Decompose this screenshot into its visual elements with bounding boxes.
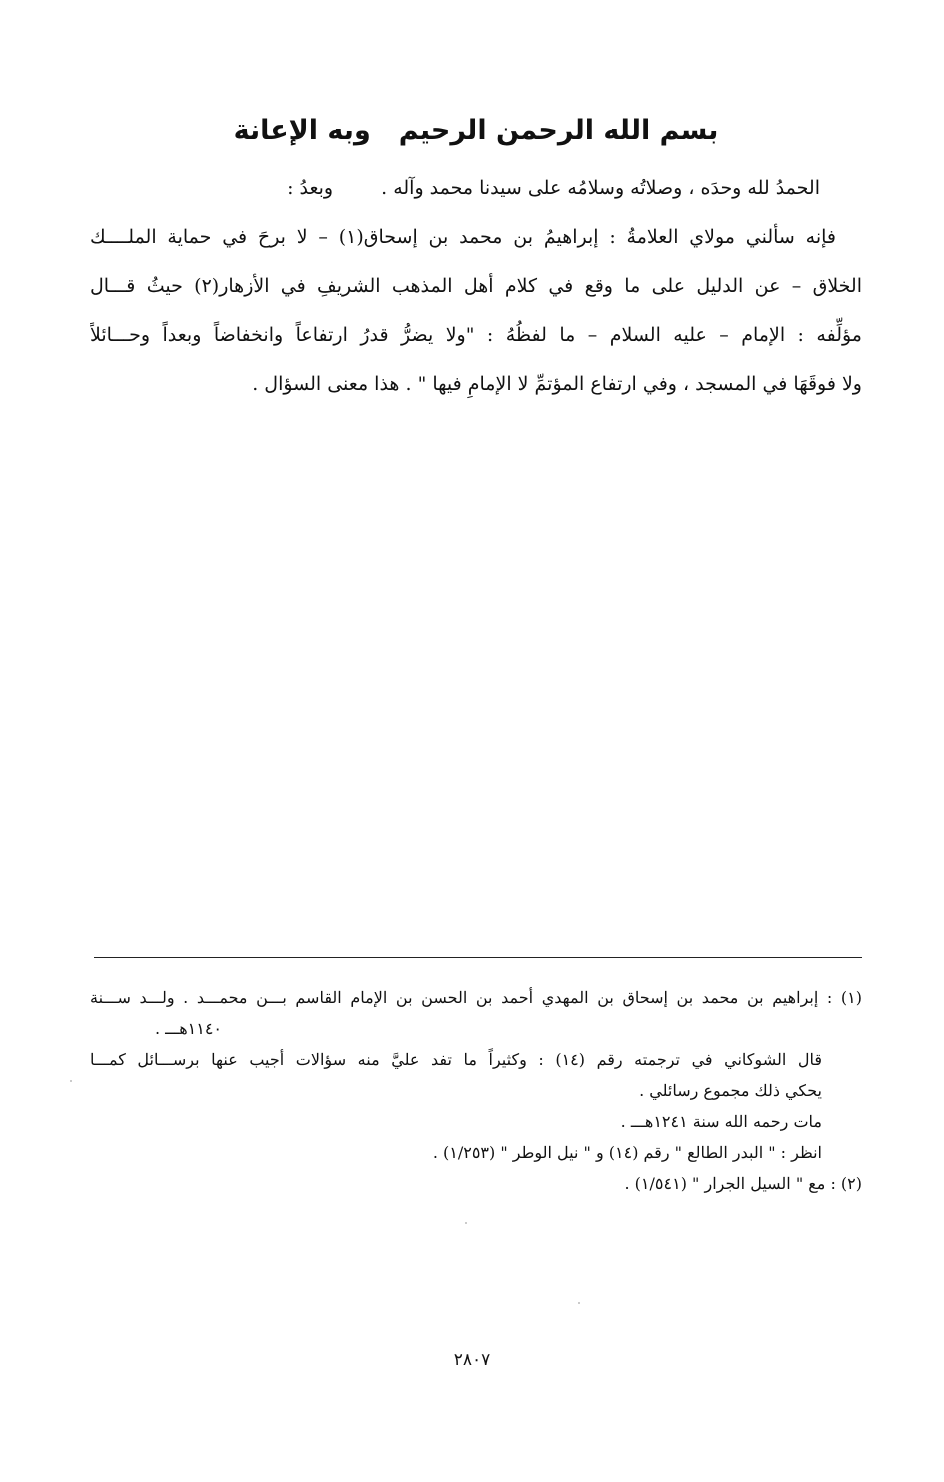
- basmala-heading: [90, 108, 862, 154]
- footnote-1-line-5: مات رحمه الله سنة ١٢٤١هـــ .: [620, 1112, 822, 1131]
- footnote-1-line-4: يحكي ذلك مجموع رسائلي .: [639, 1081, 822, 1100]
- basmala-text: بسم الله الرحمن الرحيم: [398, 115, 719, 146]
- footnote-1-line-3: قال الشوكاني في ترجمته رقم (١٤) : وكثيراً ما تفد عليَّ منه سؤالات أجيب عنها برســـائل كمـــا: [90, 1050, 823, 1069]
- footnotes: [90, 982, 862, 1199]
- footnote-2-line-1: (٢) : مع " السيل الجرار " (١/٥٤١) .: [624, 1174, 862, 1193]
- text-line-3: الخلاق – عن الدليل على ما وقع في كلام أهل المذهب الشريفِ في الأزهار(٢) حيثُ قـــال: [90, 275, 862, 297]
- footnote-1-line-1: (١) : إبراهيم بن محمد بن إسحاق بن المهدي أحمد بن الحسن بن الإمام القاسم بـــن محمـــد . ولـــد ســـنة: [90, 988, 862, 1007]
- page-number: ٢٨٠٧: [453, 1350, 491, 1370]
- text-line-5: ولا فوقَهَا في المسجد ، وفي ارتفاع المؤتمِّ لا الإمامِ فيها " . هذا معنى السؤال .: [252, 373, 862, 395]
- scan-speck: [70, 1080, 72, 1082]
- scan-speck: [578, 1302, 580, 1304]
- scan-speck: [465, 1222, 467, 1224]
- footnote-1-line-6: انظر : " البدر الطالع " رقم (١٤) و " نيل الوطر " (١/٢٥٣) .: [432, 1143, 822, 1162]
- main-text: [90, 164, 862, 409]
- text-line-4: مؤلِّفه : الإمام – عليه السلام – ما لفظُهُ : "ولا يضرُّ قدرُ ارتفاعاً وانخفاضاً وبعداً وحـــائلاً: [90, 324, 862, 346]
- opening-wabad: وبعدُ :: [287, 177, 334, 199]
- text-line-1: [90, 164, 862, 213]
- footnote-1-line-2: ١١٤٠هـــ .: [154, 1019, 222, 1038]
- text-line-2: فإنه سألني مولاي العلامةُ : إبراهيمُ بن محمد بن إسحاق(١) – لا برحَ في حماية الملــــك: [90, 226, 836, 248]
- heading-invocation: وبه الإعانة: [233, 115, 371, 146]
- footnote-divider: [94, 957, 862, 958]
- opening-praise: الحمدُ لله وحدَه ، وصلاتُه وسلامُه على سيدنا محمد وآله .: [381, 177, 820, 199]
